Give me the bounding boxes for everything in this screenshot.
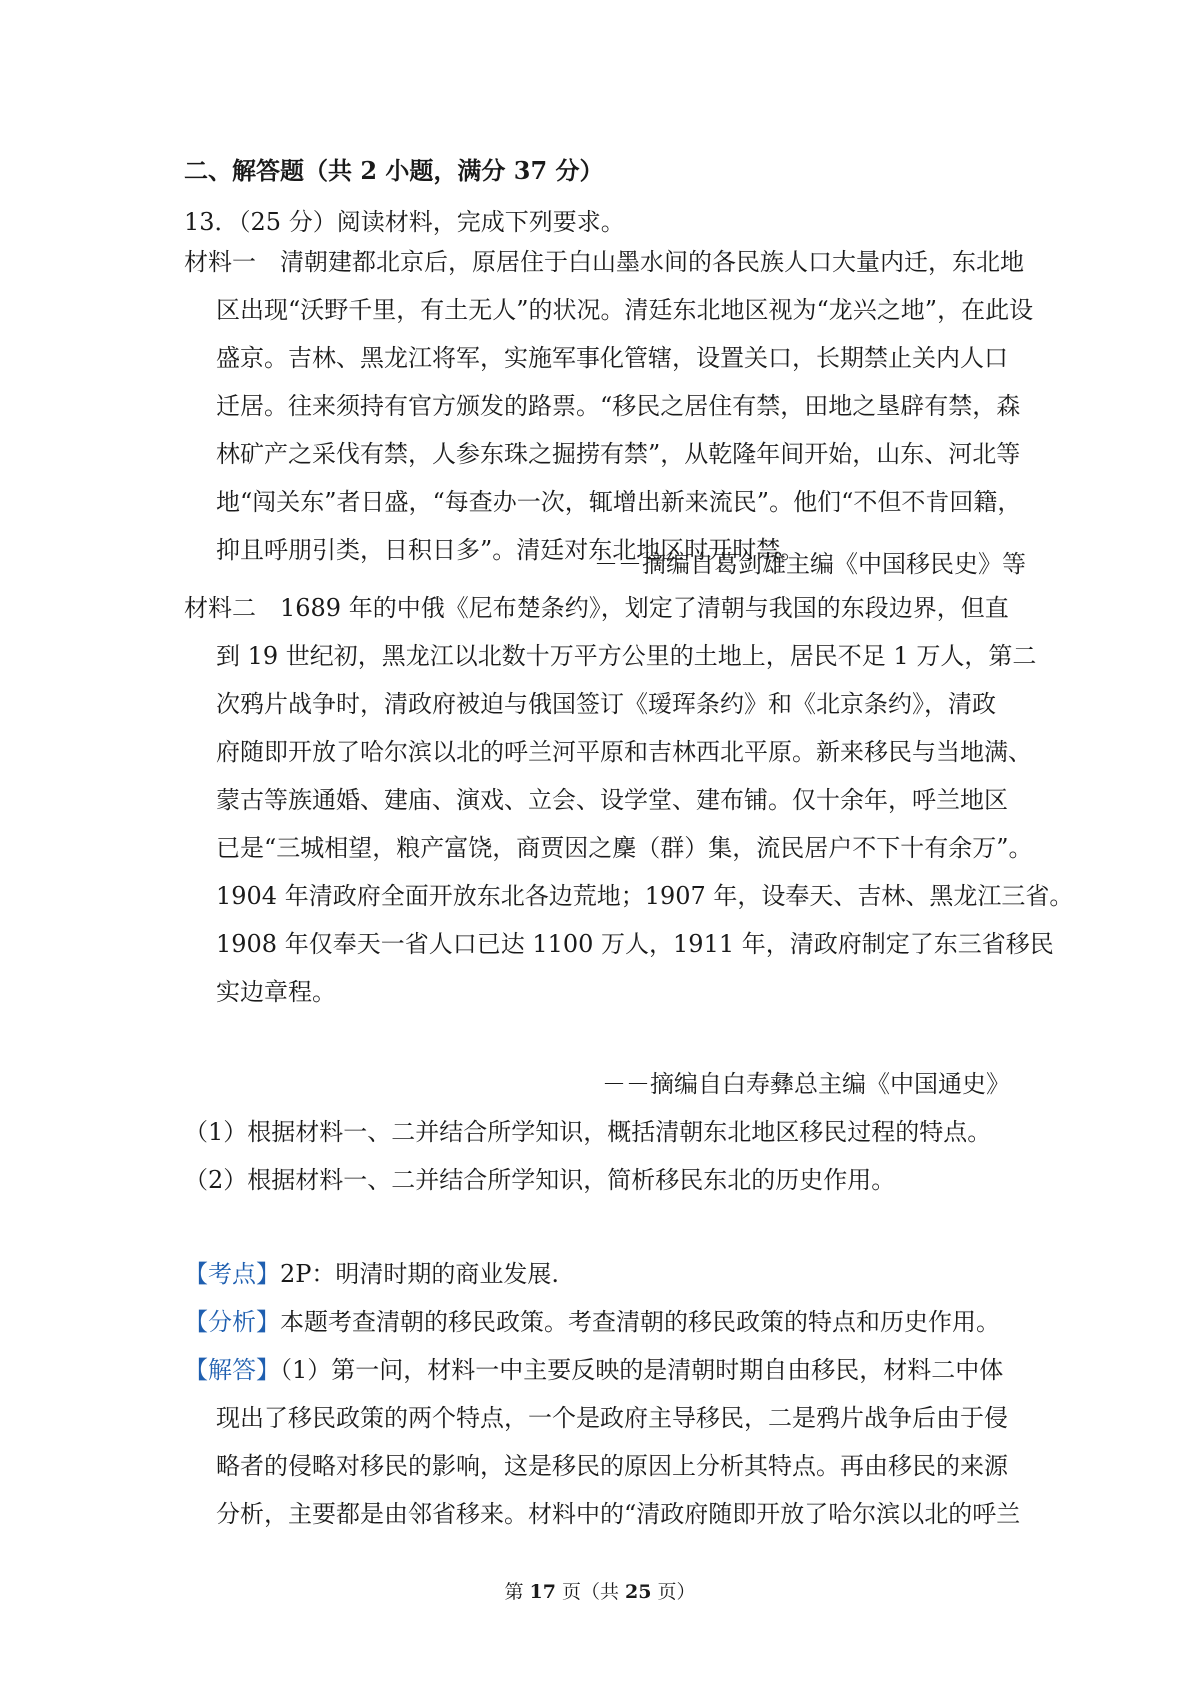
material-one-line: 盛京。吉林、黑龙江将军，实施军事化管辖，设置关口，长期禁止关内人口	[216, 344, 1008, 372]
footer-total-pages: 25	[625, 1581, 652, 1603]
jieda-tag: 【解答】	[184, 1356, 280, 1384]
answer-section	[184, 1250, 1026, 1538]
material-two-line: 1904 年清政府全面开放东北各边荒地；1907 年，设奉天、吉林、黑龙江三省。	[216, 882, 1074, 910]
material-two-line: 已是“三城相望，粮产富饶，商贾因之麇（群）集，流民居户不下十有余万”。	[216, 834, 1033, 862]
material-one-line: 区出现“沃野千里，有土无人”的状况。清廷东北地区视为“龙兴之地”，在此设	[216, 296, 1034, 324]
material-one-line: 迁居。往来须持有官方颁发的路票。“移民之居住有禁，田地之垦辟有禁，森	[216, 392, 1021, 420]
material-two	[184, 584, 1074, 1016]
kaodian-text: 2P：明清时期的商业发展.	[280, 1260, 560, 1288]
material-one-line: 林矿产之采伐有禁，人参东珠之掘捞有禁”，从乾隆年间开始，山东、河北等	[216, 440, 1021, 468]
page-footer	[0, 1580, 1200, 1604]
jieda-line: 分析，主要都是由邻省移来。材料中的“清政府随即开放了哈尔滨以北的呼兰	[216, 1500, 1021, 1528]
material-two-line: 实边章程。	[216, 978, 336, 1006]
kaodian-row	[184, 1250, 1026, 1298]
kaodian-tag: 【考点】	[184, 1260, 280, 1288]
material-one-line: 材料一 清朝建都北京后，原居住于白山墨水间的各民族人口大量内迁，东北地	[184, 248, 1024, 276]
section-heading: 二、解答题（共 2 小题，满分 37 分）	[184, 156, 604, 185]
material-two-line: 蒙古等族通婚、建庙、演戏、立会、设学堂、建布铺。仅十余年，呼兰地区	[216, 786, 1008, 814]
material-one-line: 地“闯关东”者日盛，“每查办一次，辄增出新来流民”。他们“不但不肯回籍，	[216, 488, 1022, 516]
sub-question-1: （1）根据材料一、二并结合所学知识，概括清朝东北地区移民过程的特点。	[184, 1118, 992, 1146]
fenxi-row	[184, 1298, 1026, 1346]
material-one-line: 抑且呼朋引类，日积日多”。清廷对东北地区时开时禁。	[216, 536, 805, 564]
question-stem: 13．（25 分）阅读材料，完成下列要求。	[184, 208, 625, 236]
material-two-source: －－摘编自白寿彝总主编《中国通史》	[602, 1070, 1010, 1098]
material-two-line: 次鸦片战争时，清政府被迫与俄国签订《瑷珲条约》和《北京条约》，清政	[216, 690, 996, 718]
footer-suffix: 页）	[651, 1581, 696, 1603]
footer-page-number: 17	[529, 1581, 556, 1603]
jieda-line: 现出了移民政策的两个特点，一个是政府主导移民，二是鸦片战争后由于侵	[216, 1404, 1008, 1432]
footer-prefix: 第	[504, 1581, 530, 1603]
jieda-line: 略者的侵略对移民的影响，这是移民的原因上分析其特点。再由移民的来源	[216, 1452, 1008, 1480]
material-two-line: 1908 年仅奉天一省人口已达 1100 万人，1911 年，清政府制定了东三省移民	[216, 930, 1054, 958]
jieda-text: （1）第一问，材料一中主要反映的是清朝时期自由移民，材料二中体	[280, 1356, 1004, 1384]
material-two-line: 到 19 世纪初，黑龙江以北数十万平方公里的土地上，居民不足 1 万人，第二	[216, 642, 1037, 670]
material-one	[184, 238, 1034, 574]
material-one-source: －－摘编自葛剑雄主编《中国移民史》等	[594, 550, 1026, 578]
material-two-line: 府随即开放了哈尔滨以北的呼兰河平原和吉林西北平原。新来移民与当地满、	[216, 738, 1032, 766]
jieda-row	[184, 1346, 1026, 1394]
material-two-line: 材料二 1689 年的中俄《尼布楚条约》，划定了清朝与我国的东段边界，但直	[184, 594, 1009, 622]
fenxi-tag: 【分析】	[184, 1308, 280, 1336]
fenxi-text: 本题考查清朝的移民政策。考查清朝的移民政策的特点和历史作用。	[280, 1308, 1000, 1336]
sub-question-2: （2）根据材料一、二并结合所学知识，简析移民东北的历史作用。	[184, 1166, 896, 1194]
footer-middle: 页（共	[555, 1581, 626, 1603]
